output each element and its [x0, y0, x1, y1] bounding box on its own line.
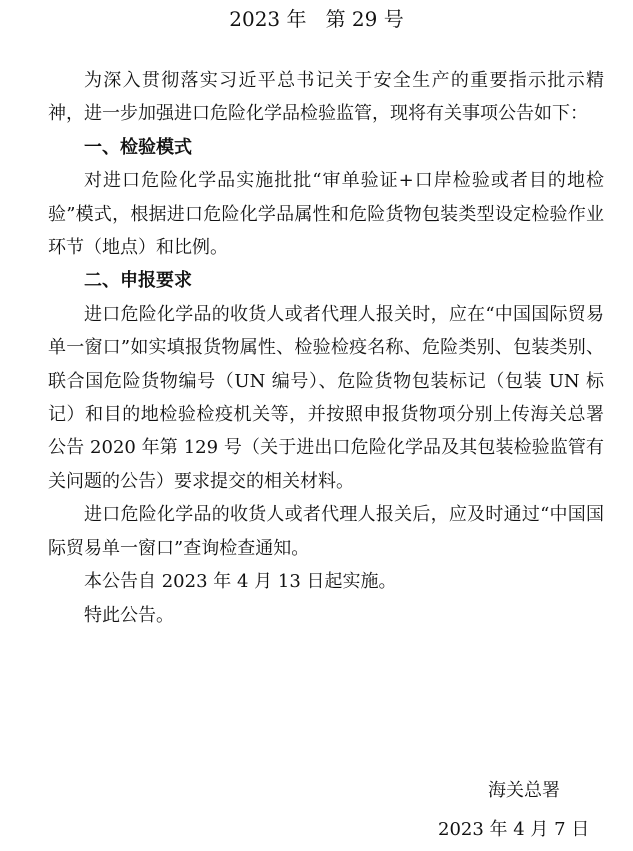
signature-date: 2023 年 4 月 7 日: [438, 819, 590, 840]
closing-paragraph: 特此公告。: [84, 604, 174, 626]
effective-date-paragraph: 本公告自 2023 年 4 月 13 日起实施。: [84, 571, 397, 593]
intro-paragraph: 为深入贯彻落实习近平总书记关于安全生产的重要指示批示精神，进一步加强进口危险化学品检验监管，现将有关事项公告如下：: [48, 70, 604, 125]
signature-organization: 海关总署: [488, 780, 560, 801]
section-heading-declaration-requirements: 二、申报要求: [84, 270, 192, 292]
declaration-paragraph-2: 进口危险化学品的收货人或者代理人报关后，应及时通过“中国国际贸易单一窗口”查询检查通知。: [48, 504, 604, 559]
section-heading-inspection-mode: 一、检验模式: [84, 136, 192, 158]
document-number: 2023 年 第 29 号: [229, 7, 404, 31]
inspection-mode-paragraph: 对进口危险化学品实施批批“审单验证+口岸检验或者目的地检验”模式，根据进口危险化学品属性和危险货物包装类型设定检验作业环节（地点）和比例。: [48, 170, 604, 259]
declaration-paragraph-1: 进口危险化学品的收货人或者代理人报关时，应在“中国国际贸易单一窗口”如实填报货物属性、检验检疫名称、危险类别、包装类别、联合国危险货物编号（UN 编号）、危险货物包装标记（包装 UN 标记）和目的地检验检疫机关等，并按照申报货物项分别上传海关总署公告 2020 年第 129 号（关于进出口危险化学品及其包装检验监管有关问题的公告）要求提交的相关材料。: [48, 303, 604, 492]
announcement-body: [48, 64, 604, 632]
